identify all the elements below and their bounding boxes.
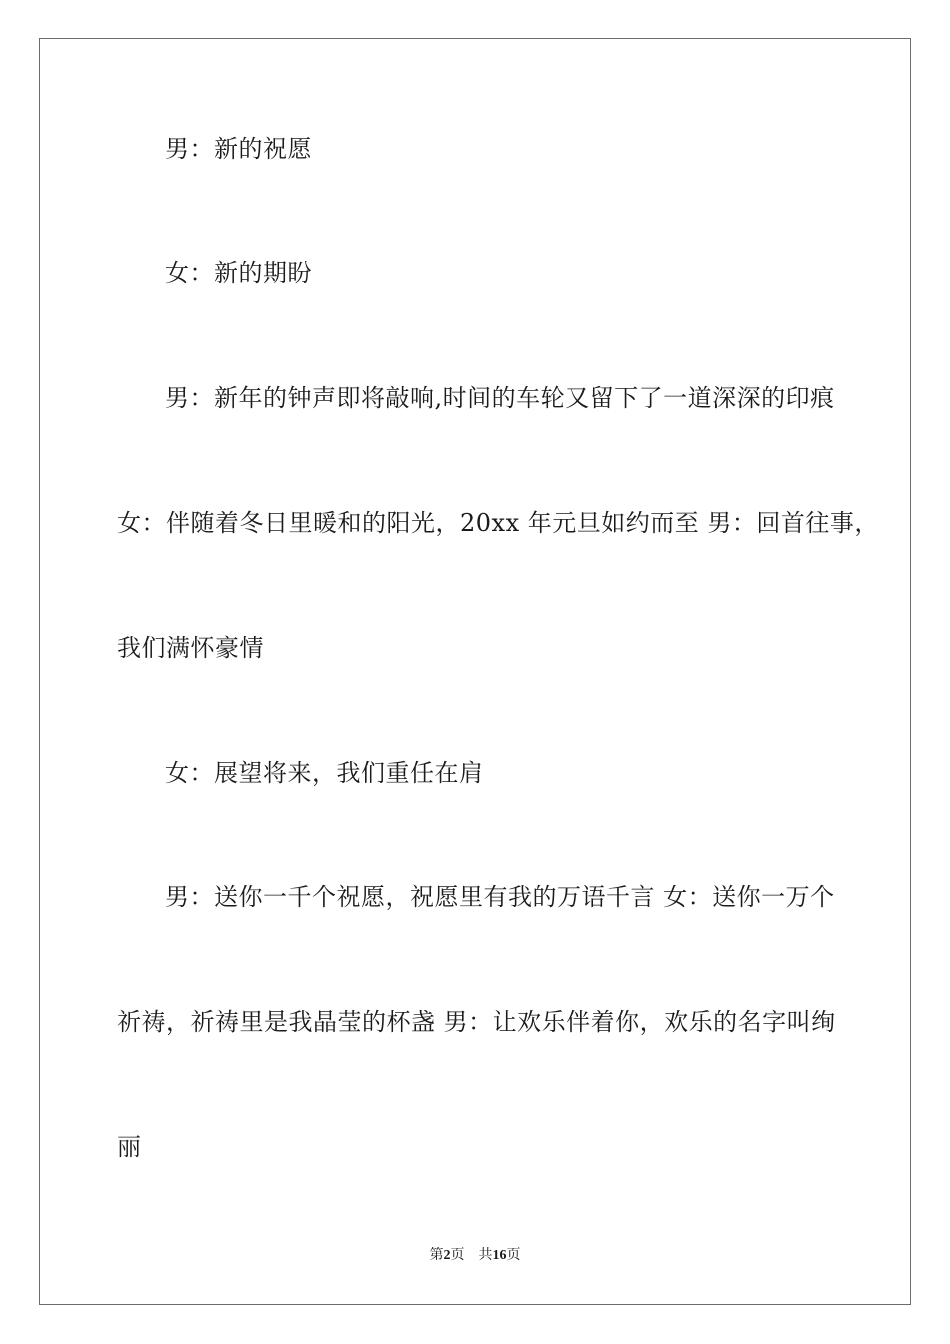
- dialogue-line-6: 女：展望将来，我们重任在肩: [165, 759, 484, 787]
- page-unit: 页: [450, 1248, 465, 1263]
- total-prefix: 共: [478, 1248, 493, 1263]
- dialogue-line-5: 我们满怀豪情: [117, 634, 264, 662]
- total-unit: 页: [506, 1248, 521, 1263]
- current-page-number: 2: [443, 1248, 451, 1263]
- dialogue-line-9: 丽: [117, 1133, 142, 1161]
- total-page-number: 16: [492, 1248, 507, 1263]
- page-prefix: 第: [429, 1248, 444, 1263]
- dialogue-line-7: 男：送你一千个祝愿，祝愿里有我的万语千言 女：送你一万个: [165, 883, 835, 911]
- dialogue-line-3: 男：新年的钟声即将敲响,时间的车轮又留下了一道深深的印痕: [165, 384, 835, 412]
- page-footer: [0, 1247, 950, 1265]
- page-border: [39, 38, 911, 1305]
- dialogue-line-2: 女：新的期盼: [165, 259, 312, 287]
- dialogue-line-4: 女：伴随着冬日里暖和的阳光，20xx 年元旦如约而至 男：回首往事，: [117, 509, 879, 537]
- dialogue-line-1: 男：新的祝愿: [165, 135, 312, 163]
- dialogue-line-8: 祈祷，祈祷里是我晶莹的杯盏 男：让欢乐伴着你，欢乐的名字叫绚: [117, 1008, 836, 1036]
